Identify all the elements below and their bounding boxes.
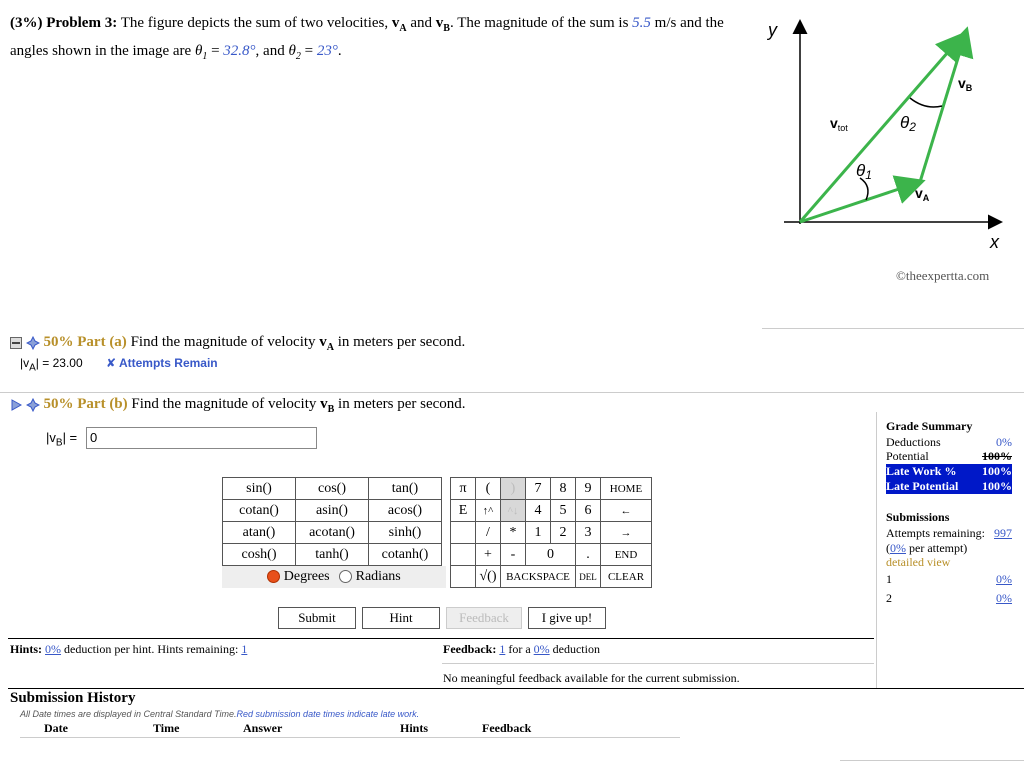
part-b-question-end: in meters per second. xyxy=(338,396,466,412)
history-title: Submission History xyxy=(10,690,136,706)
part-a-percent: 50% xyxy=(43,334,74,350)
part-b-var: $v_B$ xyxy=(320,396,335,415)
attempts-row: Attempts remaining: 997 xyxy=(886,526,1012,540)
clear-key[interactable]: CLEAR xyxy=(601,566,652,588)
atan-button[interactable]: atan() xyxy=(223,522,296,544)
y-label: y xyxy=(768,20,777,40)
part-b-header xyxy=(10,396,466,415)
hints-text: deduction per hint. Hints remaining: xyxy=(64,642,239,656)
minus-key[interactable]: - xyxy=(501,544,526,566)
puzzle-icon xyxy=(26,398,40,412)
problem-statement xyxy=(10,12,755,68)
empty-key-2 xyxy=(451,544,476,566)
va-label: $v_A$ xyxy=(915,185,930,203)
problem-and: and xyxy=(410,15,433,31)
submission-row-2: 2 0% xyxy=(886,591,1012,605)
part-a-header xyxy=(10,334,465,353)
power-up-key[interactable]: ↑^ xyxy=(476,500,501,522)
equals-2: = xyxy=(304,43,314,59)
hints-remaining: 1 xyxy=(241,642,248,656)
feedback-divider xyxy=(442,663,874,664)
expand-triangle-icon[interactable] xyxy=(10,399,22,411)
decimal-key[interactable]: . xyxy=(576,544,601,566)
col-date: Date xyxy=(44,721,68,735)
history-note: All Date times are displayed in Central Standard Time.Red submission date times indicate late work. xyxy=(20,709,420,719)
problem-label: Problem 3: xyxy=(46,15,118,31)
feedback-info xyxy=(443,642,600,657)
problem-percent: (3%) xyxy=(10,15,43,31)
history-header-line xyxy=(20,737,680,738)
submission-row-1: 1 0% xyxy=(886,572,1012,586)
attempts-remain: ✘ Attempts Remain xyxy=(106,356,218,370)
close-paren-key[interactable]: ) xyxy=(501,478,526,500)
problem-text-2: . The magnitude of the sum is xyxy=(449,15,629,31)
acos-button[interactable]: acos() xyxy=(369,500,442,522)
vector-vb: $v_B$ xyxy=(435,15,450,34)
potential-row: Potential 100% xyxy=(886,449,1012,463)
col-feedback: Feedback xyxy=(482,721,532,735)
col-time: Time xyxy=(153,721,180,735)
vector-figure xyxy=(760,10,1024,260)
col-hints: Hints xyxy=(400,721,429,735)
late-work-row: Late Work % 100% xyxy=(886,464,1012,478)
open-paren-key[interactable]: ( xyxy=(476,478,501,500)
theta1-symbol: $\theta_1$ xyxy=(194,43,208,62)
plus-key[interactable]: + xyxy=(476,544,501,566)
part-a-label: Part (a) xyxy=(77,334,127,350)
del-key[interactable]: DEL xyxy=(576,566,601,588)
acotan-button[interactable]: acotan() xyxy=(296,522,369,544)
part-b-percent: 50% xyxy=(43,396,74,412)
part-a-answer: $|v_A| = 23.00$ xyxy=(20,356,83,374)
backspace-key[interactable]: BACKSPACE xyxy=(501,566,576,588)
detailed-view-link[interactable]: detailed view xyxy=(886,555,951,569)
feedback-for-a: for a xyxy=(508,642,531,656)
theta2-value: 23° xyxy=(316,43,338,59)
key-9[interactable]: 9 xyxy=(576,478,601,500)
answer-input[interactable]: 0 xyxy=(86,427,317,449)
submissions-title: Submissions xyxy=(886,510,950,524)
numeric-keypad xyxy=(450,477,652,588)
deductions-row: Deductions 0% xyxy=(886,435,1012,449)
part-a-question-end: in meters per second. xyxy=(337,334,466,350)
grade-summary-title: Grade Summary xyxy=(886,419,973,433)
home-key[interactable]: HOME xyxy=(601,478,652,500)
feedback-deduction: 0% xyxy=(533,642,550,656)
left-arrow-key[interactable]: ← xyxy=(601,500,652,522)
radians-radio[interactable] xyxy=(339,570,352,583)
sqrt-key[interactable]: √() xyxy=(476,566,501,588)
key-8[interactable]: 8 xyxy=(551,478,576,500)
function-keypad xyxy=(222,477,442,566)
vtot-label: $v_{tot}$ xyxy=(830,115,848,133)
cotan-button[interactable]: cotan() xyxy=(223,500,296,522)
key-6[interactable]: 6 xyxy=(576,500,601,522)
puzzle-icon xyxy=(26,336,40,350)
problem-end: . xyxy=(337,43,342,59)
per-attempt-row: (0% per attempt) xyxy=(886,541,968,555)
end-key[interactable]: END xyxy=(601,544,652,566)
radians-label: Radians xyxy=(355,569,401,584)
vector-va: $v_A$ xyxy=(391,15,407,34)
feedback-count: 1 xyxy=(499,642,506,656)
cosh-button[interactable]: cosh() xyxy=(223,544,296,566)
history-divider xyxy=(8,688,1024,689)
feedback-label: Feedback: xyxy=(443,642,497,656)
theta1-value: 32.8° xyxy=(223,43,256,59)
magnitude-value: 5.5 xyxy=(632,15,651,31)
submit-button[interactable]: Submit xyxy=(278,607,356,629)
part-a-question: Find the magnitude of velocity xyxy=(130,334,316,350)
hints-info xyxy=(10,642,247,657)
key-0[interactable]: 0 xyxy=(526,544,576,566)
tanh-button[interactable]: tanh() xyxy=(296,544,369,566)
key-5[interactable]: 5 xyxy=(551,500,576,522)
pi-key[interactable]: π xyxy=(451,478,476,500)
problem-text: The figure depicts the sum of two velocities, xyxy=(120,15,389,31)
problem-and-2: , and xyxy=(255,43,285,59)
key-2[interactable]: 2 xyxy=(551,522,576,544)
empty-key-3 xyxy=(451,566,476,588)
theta2-arc xyxy=(910,98,942,107)
hints-divider xyxy=(8,638,874,639)
feedback-text: deduction xyxy=(552,642,600,656)
right-arrow-key[interactable]: → xyxy=(601,522,652,544)
figure-divider xyxy=(762,328,1024,329)
empty-key xyxy=(451,522,476,544)
multiply-key[interactable]: * xyxy=(501,522,526,544)
hints-deduction: 0% xyxy=(45,642,62,656)
power-down-key[interactable]: ^↓ xyxy=(501,500,526,522)
sinh-button[interactable]: sinh() xyxy=(369,522,442,544)
cotanh-button[interactable]: cotanh() xyxy=(369,544,442,566)
col-answer: Answer xyxy=(243,721,283,735)
part-b-label: Part (b) xyxy=(77,396,128,412)
grade-summary-divider xyxy=(876,412,877,688)
feedback-button[interactable]: Feedback xyxy=(446,607,522,629)
divide-key[interactable]: / xyxy=(476,522,501,544)
theta2-fig-label: θ2 xyxy=(900,113,916,134)
collapse-icon[interactable] xyxy=(10,337,22,349)
late-potential-row: Late Potential 100% xyxy=(886,479,1012,493)
key-7[interactable]: 7 xyxy=(526,478,551,500)
hint-button[interactable]: Hint xyxy=(362,607,440,629)
history-footer-line xyxy=(840,760,1024,761)
degrees-radio[interactable] xyxy=(267,570,280,583)
copyright: ©theexpertta.com xyxy=(896,268,990,283)
e-key[interactable]: E xyxy=(451,500,476,522)
feedback-message: No meaningful feedback available for the current submission. xyxy=(443,671,740,685)
x-label: x xyxy=(990,232,999,252)
part-b-input-label: $|v_B|$ = xyxy=(46,430,78,449)
vb-label: $v_B$ xyxy=(958,75,973,93)
part-a-var: $v_A$ xyxy=(319,334,335,353)
tan-button[interactable]: tan() xyxy=(369,478,442,500)
x-icon: ✘ xyxy=(106,356,117,370)
degrees-label: Degrees xyxy=(283,569,330,584)
problem-text-3: m/s and the angles shown in the image are xyxy=(10,15,724,59)
theta1-fig-label: θ1 xyxy=(856,161,872,182)
theta2-symbol: $\theta_2$ xyxy=(288,43,301,62)
hints-label: Hints: xyxy=(10,642,43,656)
give-up-button[interactable]: I give up! xyxy=(528,607,606,629)
part-b-question: Find the magnitude of velocity xyxy=(131,396,317,412)
key-3[interactable]: 3 xyxy=(576,522,601,544)
part-divider xyxy=(0,392,1024,393)
sin-button[interactable]: sin() xyxy=(223,478,296,500)
asin-button[interactable]: asin() xyxy=(296,500,369,522)
cos-button[interactable]: cos() xyxy=(296,478,369,500)
key-1[interactable]: 1 xyxy=(526,522,551,544)
equals: = xyxy=(211,43,220,59)
key-4[interactable]: 4 xyxy=(526,500,551,522)
angle-mode xyxy=(222,566,446,588)
